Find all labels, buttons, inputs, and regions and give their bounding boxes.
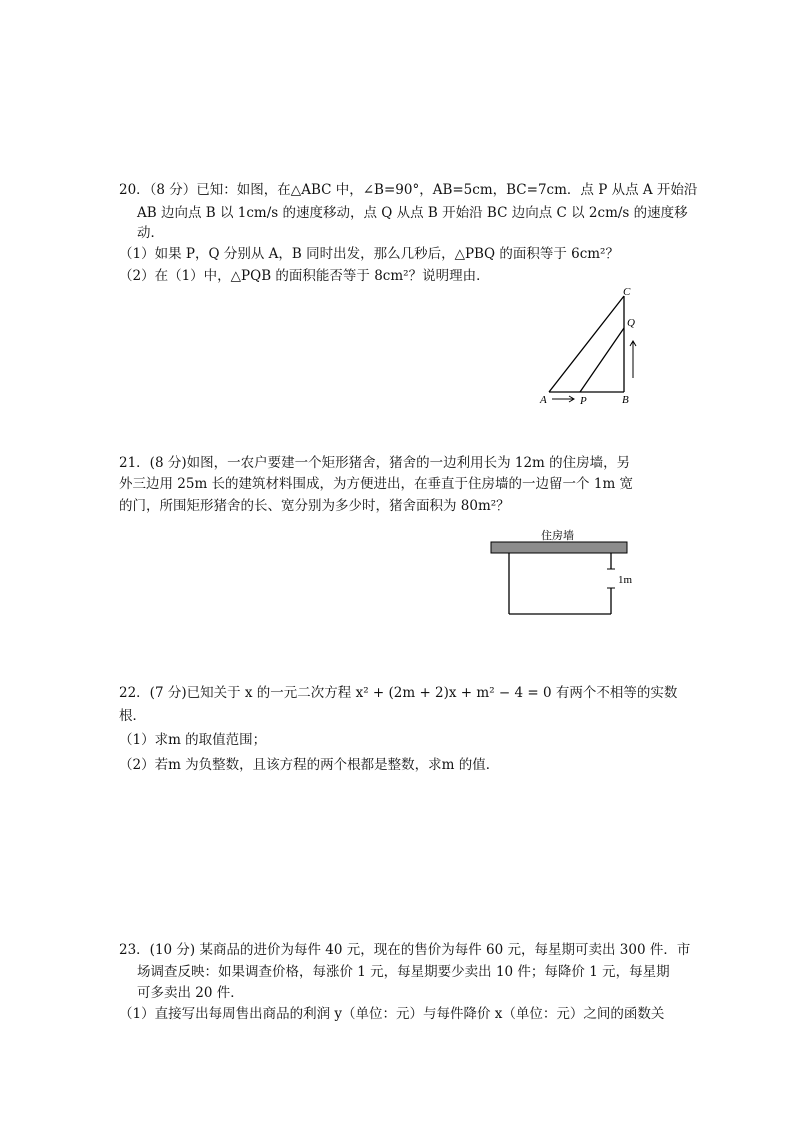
q22-line2: 根． — [119, 708, 146, 724]
q20-sub1: （1）如果 P，Q 分别从 A，B 同时出发，那么几秒后，△PBQ 的面积等于 6cm²？ — [119, 246, 619, 262]
q20-sub2: （2）在（1）中，△PQB 的面积能否等于 8cm²？说明理由． — [119, 268, 490, 284]
segment-pq — [580, 328, 624, 392]
q23-line3: 可多卖出 20 件． — [137, 985, 244, 1001]
q21-line3: 的门，所围矩形猪舍的长、宽分别为多少时，猪舍面积为 80m²？ — [119, 498, 510, 514]
q22-line1: 22．(7 分)已知关于 x 的一元二次方程 x² + (2m + 2)x + m² − 4 = 0 有两个不相等的实数 — [119, 685, 678, 701]
q20-line3: 动． — [137, 225, 164, 241]
q23-sub1: （1）直接写出每周售出商品的利润 y（单位：元）与每件降价 x（单位：元）之间的函数关 — [119, 1006, 665, 1022]
q22-sub2: （2）若m 为负整数，且该方程的两个根都是整数，求m 的值． — [119, 757, 500, 773]
q23-line2: 场调查反映：如果调查价格，每涨价 1 元，每星期要少卖出 10 件；每降价 1 元，每星期 — [137, 964, 670, 980]
label-b: B — [622, 394, 629, 406]
door-label: 1m — [618, 574, 633, 586]
house-wall — [491, 542, 627, 553]
label-q: Q — [627, 317, 635, 329]
q21-line1: 21．(8 分)如图，一农户要建一个矩形猪舍，猪舍的一边利用长为 12m 的住房墙，另 — [119, 455, 631, 471]
q20-line1: 20．（8 分）已知：如图，在△ABC 中，∠B=90°，AB=5cm，BC=7cm．点 P 从点 A 开始沿 — [119, 182, 698, 198]
q20-line2: AB 边向点 B 以 1cm/s 的速度移动，点 Q 从点 B 开始沿 BC 边向点 C 以 2cm/s 的速度移 — [137, 205, 688, 221]
label-p: P — [580, 395, 587, 407]
wall-label: 住房墙 — [541, 530, 574, 542]
q21-line2: 外三边用 25m 长的建筑材料围成，为方便进出，在垂直于住房墙的一边留一个 1m 宽 — [119, 476, 634, 492]
q23-line1: 23．(10 分) 某商品的进价为每件 40 元，现在的售价为每件 60 元，每星期可卖出 300 件．市 — [119, 942, 691, 958]
label-c: C — [623, 286, 631, 298]
label-a: A — [540, 394, 547, 406]
q20-triangle-figure — [530, 283, 650, 408]
q22-sub1: （1）求m 的取值范围； — [119, 732, 267, 748]
q21-pigpen-figure — [488, 525, 638, 620]
